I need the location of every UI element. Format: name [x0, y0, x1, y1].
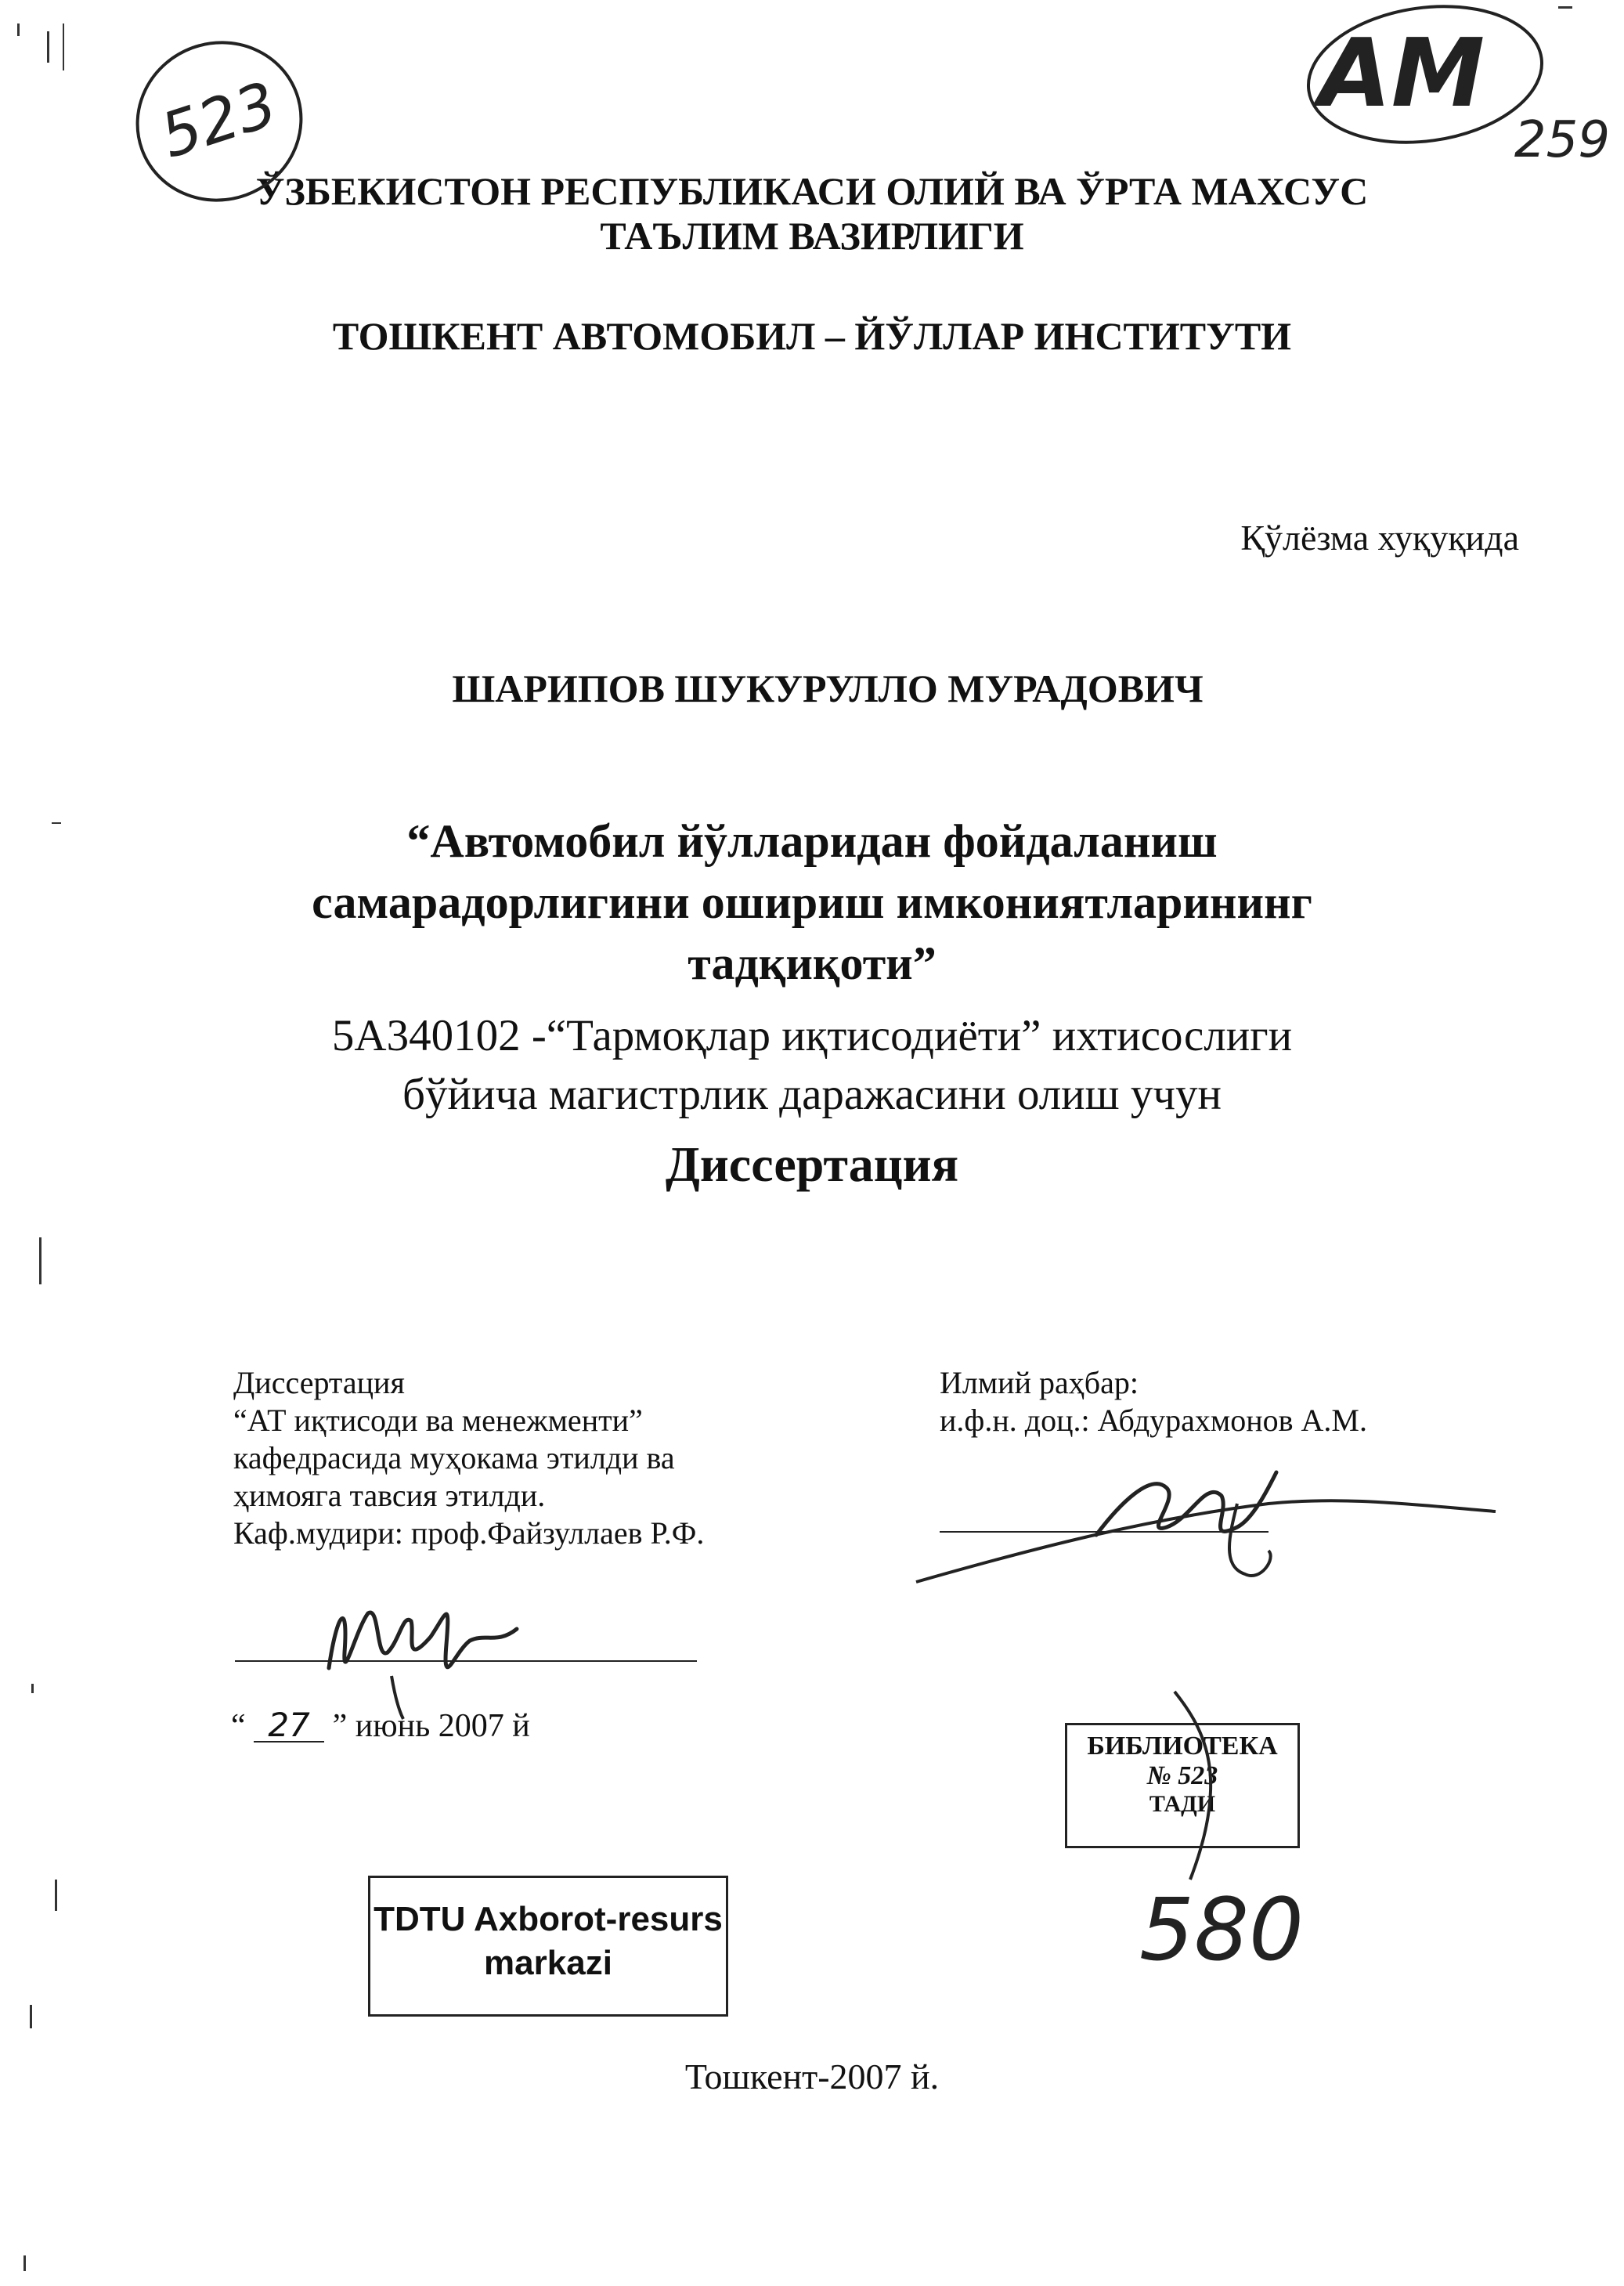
- handwritten-number: 580: [1139, 1880, 1304, 1980]
- ministry-line-2: ТАЪЛИМ ВАЗИРЛИГИ: [600, 214, 1024, 258]
- department-head-signature: [313, 1566, 548, 1723]
- supervisor-label: Илмий раҳбар:: [940, 1365, 1139, 1400]
- rights-note: Қўлёзма хуқуқида: [1240, 518, 1519, 558]
- supervisor-name: и.ф.н. доц.: Абдурахмонов А.М.: [940, 1403, 1367, 1438]
- place-and-year: Тошкент-2007 й.: [684, 2057, 940, 2096]
- specialty-line-2: бўйича магистрлик даражасини олиш учун: [402, 1070, 1222, 1119]
- approval-line-3: кафедрасида муҳокама этилди ва: [233, 1440, 675, 1475]
- resource-stamp-line-2: markazi: [484, 1944, 612, 1982]
- thesis-title-line-2: самарадорлигини ошириш имкониятларининг: [312, 876, 1312, 928]
- scan-speck: [52, 822, 61, 824]
- scan-speck: [1558, 6, 1572, 9]
- thesis-title-line-3: тадқиқоти”: [687, 937, 937, 989]
- scan-speck: [17, 23, 20, 36]
- specialty-line-1: 5А340102 -“Тармоқлар иқтисодиёти” ихтисослиги: [331, 1011, 1293, 1060]
- scan-speck: [63, 23, 64, 70]
- approval-date: [231, 1707, 530, 1745]
- supervisor-block: [940, 1364, 1535, 1439]
- circled-number-text: 523: [152, 69, 286, 172]
- scan-speck: [23, 2255, 26, 2271]
- date-rest: ” июнь 2007 й: [332, 1708, 530, 1744]
- document-type: Диссертация: [665, 1136, 959, 1192]
- date-open-quote: “: [231, 1708, 246, 1744]
- library-stamp-line-1: БИБЛИОТЕКА: [1087, 1732, 1278, 1761]
- scan-speck: [55, 1880, 57, 1911]
- approval-line-5: Каф.мудири: проф.Файзуллаев Р.Ф.: [233, 1515, 705, 1551]
- top-right-initials: АМ: [1318, 20, 1485, 128]
- library-stamp-line-2: № 523: [1146, 1761, 1218, 1790]
- scan-speck: [31, 1684, 34, 1693]
- date-day-handwritten: 27: [254, 1710, 324, 1742]
- author-name: ШАРИПОВ ШУКУРУЛЛО МУРАДОВИЧ: [452, 666, 1204, 710]
- approval-block: [233, 1364, 860, 1552]
- library-stamp-strike: [1159, 1684, 1269, 1887]
- ministry-line-1: ЎЗБЕКИСТОН РЕСПУБЛИКАСИ ОЛИЙ ВА ЎРТА МАХСУС: [255, 169, 1369, 213]
- circled-number-mark: [125, 31, 313, 211]
- library-stamp-line-3: ТАДИ: [1149, 1791, 1216, 1817]
- scan-speck: [30, 2005, 32, 2028]
- top-right-registration-mark: [1284, 0, 1621, 180]
- top-right-number: 259: [1514, 111, 1611, 169]
- institute-name: ТОШКЕНТ АВТОМОБИЛ – ЙЎЛЛАР ИНСТИТУТИ: [332, 314, 1292, 358]
- resource-stamp-line-1: TDTU Axborot-resurs: [374, 1900, 723, 1938]
- approval-line-4: ҳимояга тавсия этилди.: [233, 1478, 546, 1513]
- supervisor-signature: [908, 1457, 1503, 1598]
- approval-line-2: “АТ иқтисоди ва менежменти”: [233, 1403, 643, 1438]
- scan-speck: [47, 31, 49, 63]
- resource-center-stamp: [368, 1876, 728, 2017]
- thesis-title-line-1: “Автомобил йўлларидан фойдаланиш: [406, 815, 1218, 867]
- scan-speck: [39, 1237, 42, 1284]
- approval-line-1: Диссертация: [233, 1365, 405, 1400]
